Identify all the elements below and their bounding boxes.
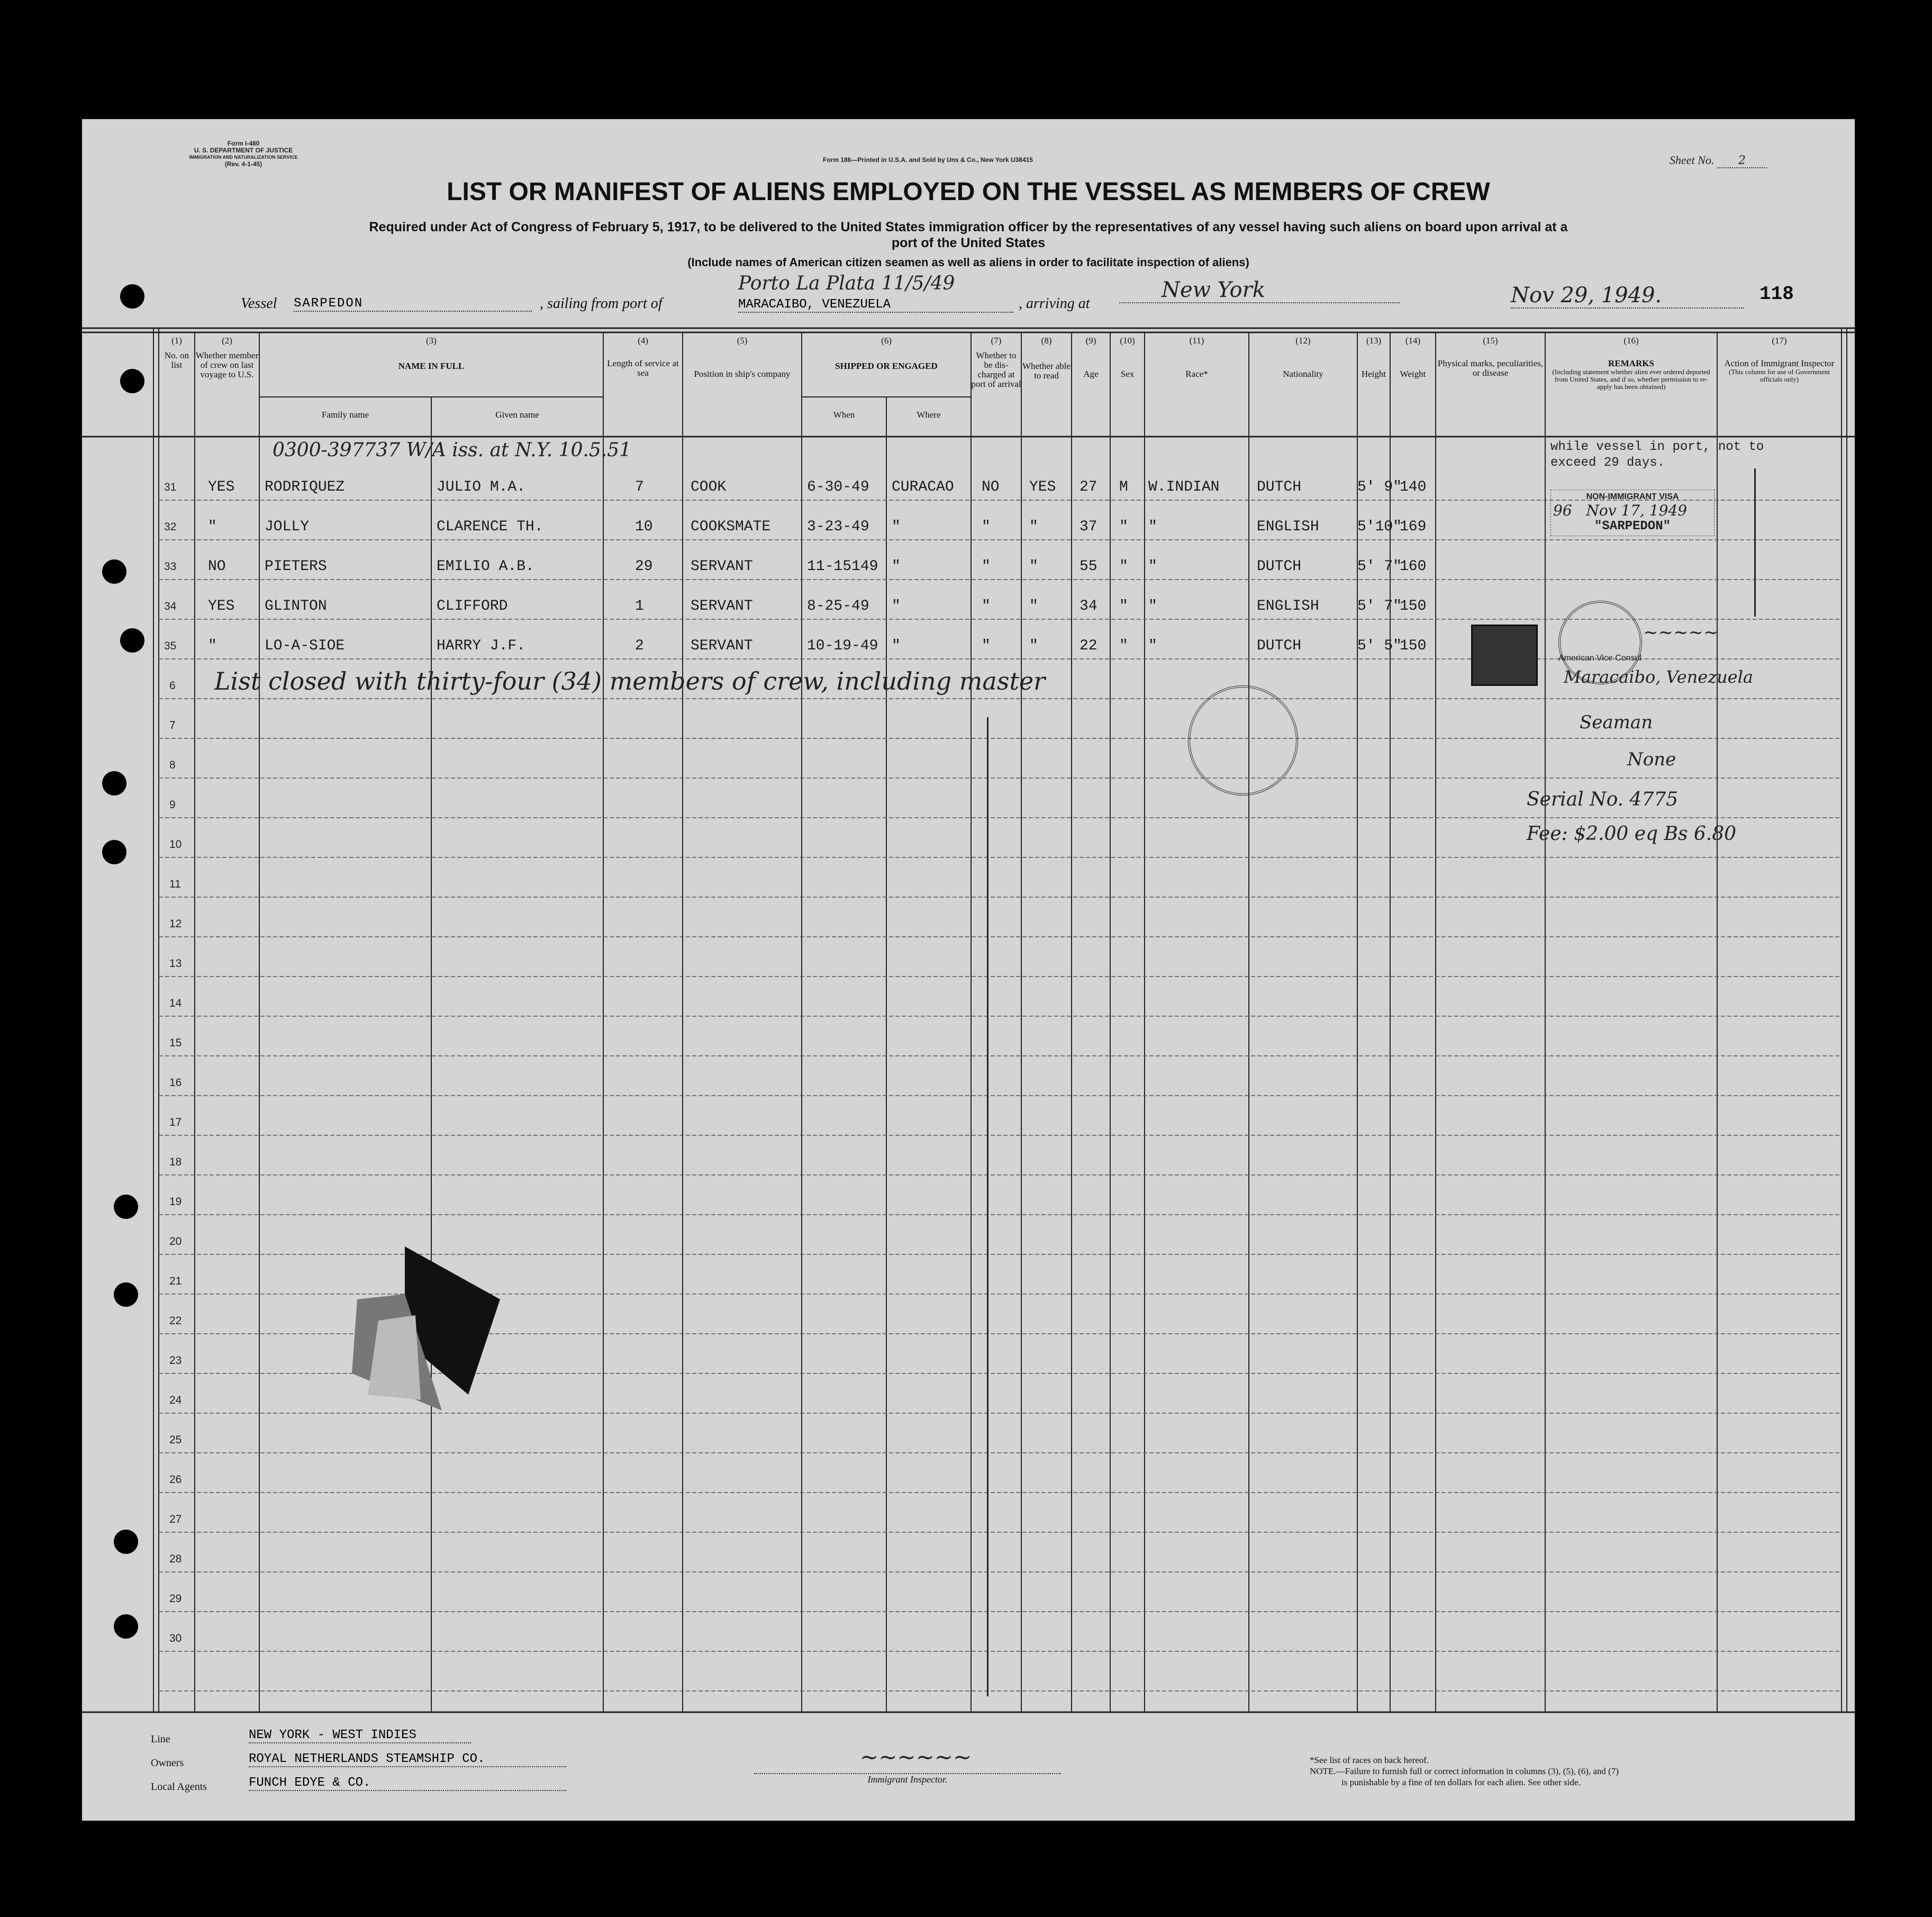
cell-read: " <box>1029 519 1038 535</box>
cell-when: 3-23-49 <box>807 519 869 535</box>
remarks-line2: exceed 29 days. <box>1550 456 1665 470</box>
consul-title: American Vice Consul <box>1558 654 1642 663</box>
cell-given: HARRY J.F. <box>437 638 526 654</box>
arrival-date: Nov 29, 1949. <box>1511 283 1744 309</box>
cell-height: 5' 9" <box>1357 479 1402 495</box>
cell-nationality: DUTCH <box>1257 558 1302 575</box>
col-header-15: (15) Physical marks, peculiarities, or disease <box>1437 336 1544 378</box>
cell-discharged: " <box>982 598 991 614</box>
cell-service: 1 <box>635 598 644 614</box>
cell-discharged: " <box>982 638 991 654</box>
vertical-pen-stroke <box>987 717 988 1696</box>
row-number: 31 <box>164 481 177 493</box>
row-number: 25 <box>169 1434 182 1446</box>
col-header-14: (14) Weight <box>1400 336 1426 379</box>
manifest-page <box>82 119 1855 1821</box>
cell-service: 2 <box>635 638 644 654</box>
cell-last: " <box>208 519 217 535</box>
note-races: *See list of races on back hereof. <box>1310 1755 1429 1765</box>
col-header-3: (3) NAME IN FULL <box>398 336 465 371</box>
classification: Seaman <box>1580 712 1653 733</box>
cell-given: EMILIO A.B. <box>437 558 534 575</box>
cell-race: W.INDIAN <box>1148 479 1220 495</box>
cell-sex: " <box>1119 519 1128 535</box>
cell-read: " <box>1029 598 1038 614</box>
row-number: 14 <box>169 997 182 1009</box>
sailing-port: MARACAIBO, VENEZUELA <box>738 297 1013 313</box>
cell-read: " <box>1029 558 1038 575</box>
serial-number: Serial No. 4775 <box>1527 789 1679 810</box>
consulate-seal <box>1188 685 1298 795</box>
cell-weight: 140 <box>1400 479 1427 495</box>
row-number: 16 <box>169 1077 182 1089</box>
cell-where: " <box>892 558 901 575</box>
cell-given: CLIFFORD <box>437 598 508 614</box>
form-number-block: Form I-480 U. S. DEPARTMENT OF JUSTICE IMMIGRATION AND NATURALIZATION SERVICE (Rev. 4-1-45) <box>189 140 298 168</box>
cell-last: NO <box>208 558 226 575</box>
footer-agents-label: Local Agents <box>151 1781 207 1793</box>
cell-age: 22 <box>1080 638 1097 654</box>
cell-race: " <box>1148 558 1157 575</box>
col-header-17: (17) Action of Immigrant Inspector (This column for use of Government officials only) <box>1724 336 1835 383</box>
visa-stamp <box>1550 490 1715 536</box>
row-number: 8 <box>169 759 176 771</box>
cell-where: " <box>892 598 901 614</box>
col-header-10: (10) Sex <box>1120 336 1135 379</box>
col-header-7: (7) Whether to be dis-charged at port of arrival <box>971 336 1021 389</box>
cell-nationality: DUTCH <box>1257 479 1302 495</box>
footer-owners-label: Owners <box>151 1757 184 1769</box>
row-number: 27 <box>169 1513 182 1525</box>
cell-weight: 150 <box>1400 598 1427 614</box>
footer-line-label: Line <box>151 1733 170 1745</box>
row-number: 7 <box>169 719 176 731</box>
visa-number: 96 <box>1553 502 1572 519</box>
cell-race: " <box>1148 638 1157 654</box>
col-header-5: (5) Position in ship's company <box>694 336 791 379</box>
row-number: 18 <box>169 1156 182 1168</box>
row-number: 26 <box>169 1473 182 1486</box>
cell-service: 10 <box>635 519 653 535</box>
footer-notes <box>1310 1755 1619 1788</box>
fee-stamp <box>1471 625 1538 686</box>
remarks-typed <box>1550 439 1764 471</box>
row-number: 24 <box>169 1394 182 1406</box>
arriving-label: , arriving at <box>1019 295 1090 312</box>
col-header-2: (2) Whether member of crew on last voyage to U.S. <box>195 336 259 379</box>
cell-family: GLINTON <box>265 598 327 614</box>
col-header-given: Given name <box>495 410 539 420</box>
cell-height: 5' 7" <box>1357 598 1402 614</box>
col-header-where: Where <box>917 410 941 420</box>
col-header-9: (9) Age <box>1083 336 1099 379</box>
consul-signature: ~~~~~ <box>1643 622 1719 643</box>
sailing-label: , sailing from port of <box>540 295 663 312</box>
sheet-label: Sheet No. <box>1670 153 1715 167</box>
row-number: 11 <box>169 878 181 890</box>
cell-age: 27 <box>1080 479 1097 495</box>
action-pen-stroke <box>1754 468 1756 617</box>
application-number: None <box>1627 749 1676 770</box>
cell-when: 8-25-49 <box>807 598 869 614</box>
subtitle-line1: Required under Act of Congress of February 5, 1917, to be delivered to the United States immigration officer by the representatives of any vessel having such aliens on board upon arrival at a <box>369 220 1568 234</box>
page-title: LIST OR MANIFEST OF ALIENS EMPLOYED ON THE VESSEL AS MEMBERS OF CREW <box>447 178 1490 206</box>
cell-read: YES <box>1029 479 1056 495</box>
cell-family: PIETERS <box>265 558 327 575</box>
row-number: 34 <box>164 600 177 612</box>
cell-discharged: NO <box>982 479 1000 495</box>
remarks-line1: while vessel in port, not to <box>1550 440 1764 454</box>
vessel-label: Vessel <box>241 295 277 312</box>
cell-sex: " <box>1119 558 1128 575</box>
col-header-16: (16) REMARKS (Including statement whether alien ever ordered deported from United States, and if so, whether permission to re-apply has been obtained) <box>1552 336 1710 391</box>
inspector-signature: ~~~~~~ <box>860 1744 972 1770</box>
handwritten-annotation: 0300-397737 W/A iss. at N.Y. 10.5.51 <box>273 439 632 461</box>
printer-line: Form 186—Printed in U.S.A. and Sold by Uns & Co., New York U38415 <box>823 156 1033 164</box>
row-number: 23 <box>169 1354 182 1367</box>
cell-where: " <box>892 519 901 535</box>
cell-discharged: " <box>982 558 991 575</box>
row-number: 13 <box>169 957 182 970</box>
inspector-label: Immigrant Inspector. <box>754 1773 1061 1785</box>
cell-discharged: " <box>982 519 991 535</box>
row-number: 21 <box>169 1275 182 1287</box>
cell-sex: " <box>1119 638 1128 654</box>
row-number: 9 <box>169 799 176 811</box>
cell-age: 34 <box>1080 598 1097 614</box>
visa-vessel: "SARPEDON" <box>1594 519 1671 533</box>
footer-owners-value: ROYAL NETHERLANDS STEAMSHIP CO. <box>249 1752 566 1767</box>
cell-nationality: ENGLISH <box>1257 598 1319 614</box>
cell-sex: " <box>1119 598 1128 614</box>
sailing-port-handwritten: Porto La Plata 11/5/49 <box>738 273 955 294</box>
cell-when: 10-19-49 <box>807 638 878 654</box>
cell-family: LO-A-SIOE <box>265 638 345 654</box>
cell-service: 7 <box>635 479 644 495</box>
row-number: 29 <box>169 1593 182 1605</box>
cell-race: " <box>1148 519 1157 535</box>
cell-nationality: DUTCH <box>1257 638 1302 654</box>
cell-position: COOK <box>691 479 727 495</box>
row-number: 15 <box>169 1037 182 1049</box>
cell-given: CLARENCE TH. <box>437 519 543 535</box>
col-header-when: When <box>833 410 855 420</box>
row-number: 33 <box>164 560 177 573</box>
row-number: 6 <box>169 680 176 692</box>
cell-where: " <box>892 638 901 654</box>
row-number: 20 <box>169 1235 182 1247</box>
footer-line-value: NEW YORK - WEST INDIES <box>249 1728 471 1743</box>
cell-nationality: ENGLISH <box>1257 519 1319 535</box>
col-header-6: (6) SHIPPED OR ENGAGED <box>835 336 938 371</box>
row-number: 10 <box>169 838 182 851</box>
col-header-8: (8) Whether able to read <box>1022 336 1071 381</box>
note-fine-cont: is punishable by a fine of ten dollars for each alien. See other side. <box>1341 1777 1581 1787</box>
consulate-place: Maracaibo, Venezuela <box>1564 667 1753 687</box>
col-header-11: (11) Race* <box>1185 336 1208 379</box>
wax-seal <box>336 1236 505 1416</box>
subtitle-line3: (Include names of American citizen seamen as well as aliens in order to facilitate inspection of aliens) <box>687 256 1249 269</box>
cell-height: 5' 7" <box>1357 558 1402 575</box>
row-number: 30 <box>169 1632 182 1644</box>
cell-where: CURACAO <box>892 479 954 495</box>
col-header-1: (1) No. on list <box>164 336 189 370</box>
cell-when: 6-30-49 <box>807 479 869 495</box>
row-number: 35 <box>164 640 177 652</box>
cell-sex: M <box>1119 479 1128 495</box>
row-number: 32 <box>164 521 177 533</box>
cell-last: YES <box>208 479 235 495</box>
subtitle-line2: port of the United States <box>891 236 1046 250</box>
arriving-port: New York <box>1119 278 1400 303</box>
row-number: 28 <box>169 1553 182 1565</box>
note-fine: NOTE.—Failure to furnish full or correct information in columns (3), (5), (6), and (7) <box>1310 1766 1619 1776</box>
cell-age: 37 <box>1080 519 1097 535</box>
row-number: 22 <box>169 1315 182 1327</box>
cell-age: 55 <box>1080 558 1097 575</box>
row-number: 19 <box>169 1196 182 1208</box>
cell-position: SERVANT <box>691 558 753 575</box>
col-header-family: Family name <box>321 410 369 420</box>
col-header-12: (12) Nationality <box>1283 336 1323 379</box>
sheet-value: 2 <box>1717 154 1767 168</box>
vessel-name: SARPEDON <box>294 296 532 312</box>
col-header-4: (4) Length of service at sea <box>607 336 679 378</box>
row-number: 12 <box>169 918 182 930</box>
list-closing-note: List closed with thirty-four (34) members of crew, including master <box>214 667 1046 695</box>
cell-weight: 160 <box>1400 558 1427 575</box>
visa-header: NON-IMMIGRANT VISA <box>1586 492 1679 501</box>
visa-date: Nov 17, 1949 <box>1586 502 1688 519</box>
cell-last: " <box>208 638 217 654</box>
cell-position: SERVANT <box>691 598 753 614</box>
cell-given: JULIO M.A. <box>437 479 526 495</box>
fee-note: Fee: $2.00 eq Bs 6.80 <box>1527 823 1737 845</box>
cell-service: 29 <box>635 558 653 575</box>
footer-agents-value: FUNCH EDYE & CO. <box>249 1776 566 1791</box>
cell-family: JOLLY <box>265 519 310 535</box>
cell-weight: 150 <box>1400 638 1427 654</box>
cell-when: 11-15149 <box>807 558 878 575</box>
row-number: 17 <box>169 1116 182 1128</box>
cell-read: " <box>1029 638 1038 654</box>
col-header-13: (13) Height <box>1361 336 1386 379</box>
cell-position: SERVANT <box>691 638 753 654</box>
cell-height: 5'10" <box>1357 519 1402 535</box>
cell-position: COOKSMATE <box>691 519 771 535</box>
cell-height: 5' 5" <box>1357 638 1402 654</box>
cell-weight: 169 <box>1400 519 1427 535</box>
page-number: 118 <box>1759 283 1794 305</box>
cell-family: RODRIQUEZ <box>265 479 345 495</box>
cell-race: " <box>1148 598 1157 614</box>
cell-last: YES <box>208 598 235 614</box>
